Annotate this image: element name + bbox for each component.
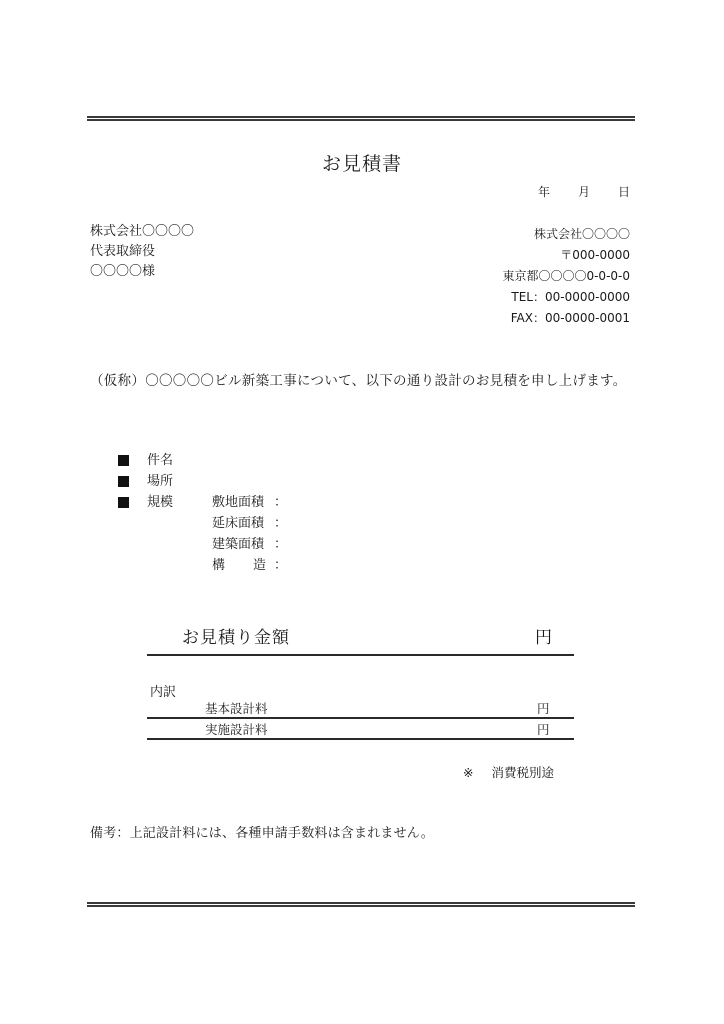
scale-label <box>212 555 266 576</box>
top-double-rule <box>87 116 635 121</box>
scale-colon: ： <box>274 516 288 531</box>
square-bullet-icon <box>118 455 129 466</box>
tax-note-text: 消費税別途 <box>491 765 554 780</box>
recipient-name: 〇〇〇〇様 <box>90 264 156 279</box>
scale-row-site-area <box>212 492 287 513</box>
scale-label: 延床面積 <box>212 516 265 531</box>
item-list <box>118 450 211 513</box>
reference-mark-icon: ※ <box>463 765 474 780</box>
recipient-position: 代表取締役 <box>90 244 156 259</box>
scale-label: 敷地面積 <box>212 495 265 510</box>
remarks: 備考：上記設計料には、各種申請手数料は含まれません。 <box>90 826 434 841</box>
scale-colon: ： <box>274 495 288 510</box>
item-label: 場所 <box>147 474 174 489</box>
breakdown-currency: 円 <box>537 722 550 737</box>
item-row-subject <box>118 450 211 471</box>
total-underline <box>147 654 574 656</box>
breakdown-item-basic-design: 基本設計料 <box>205 701 268 716</box>
scale-details <box>212 492 287 576</box>
breakdown-row-divider <box>147 738 574 740</box>
total-amount-label: お見積り金額 <box>182 628 290 648</box>
issue-date <box>538 183 630 200</box>
item-label: 件名 <box>147 453 174 468</box>
sender-block <box>502 224 630 329</box>
scale-label: 建築面積 <box>212 537 265 552</box>
scale-row-structure <box>212 555 287 576</box>
item-row-scale <box>118 492 211 513</box>
intro-text: （仮称）〇〇〇〇〇ビル新築工事について、以下の通り設計のお見積を申し上げます。 <box>90 373 627 389</box>
scale-label-part: 造 <box>252 558 266 573</box>
sender-company: 株式会社〇〇〇〇 <box>533 227 630 241</box>
scale-row-building-area <box>212 534 287 555</box>
tax-note <box>463 763 554 781</box>
total-amount-currency: 円 <box>535 628 552 648</box>
date-day: 日 <box>617 185 630 199</box>
breakdown-label: 内訳 <box>150 685 177 700</box>
bottom-double-rule <box>87 902 635 907</box>
breakdown-row-divider <box>147 717 574 719</box>
sender-fax: FAX：00-0000-0001 <box>510 311 630 325</box>
item-row-location <box>118 471 211 492</box>
breakdown-currency: 円 <box>537 701 550 716</box>
scale-colon: ： <box>274 537 288 552</box>
recipient-block <box>90 222 194 282</box>
square-bullet-icon <box>118 476 129 487</box>
date-year: 年 <box>537 185 550 199</box>
scale-row-floor-area <box>212 513 287 534</box>
sender-tel: TEL：00-0000-0000 <box>511 290 630 304</box>
sender-postal: 〒000-0000 <box>560 248 630 262</box>
square-bullet-icon <box>118 497 129 508</box>
date-month: 月 <box>577 185 590 199</box>
scale-colon: ： <box>274 558 288 573</box>
breakdown-item-detailed-design: 実施設計料 <box>205 722 268 737</box>
recipient-company: 株式会社〇〇〇〇 <box>90 224 195 239</box>
item-label: 規模 <box>147 495 174 510</box>
document-title: お見積書 <box>321 153 402 175</box>
scale-label-part: 構 <box>212 558 226 573</box>
sender-address: 東京都〇〇〇〇0-0-0-0 <box>502 269 630 283</box>
